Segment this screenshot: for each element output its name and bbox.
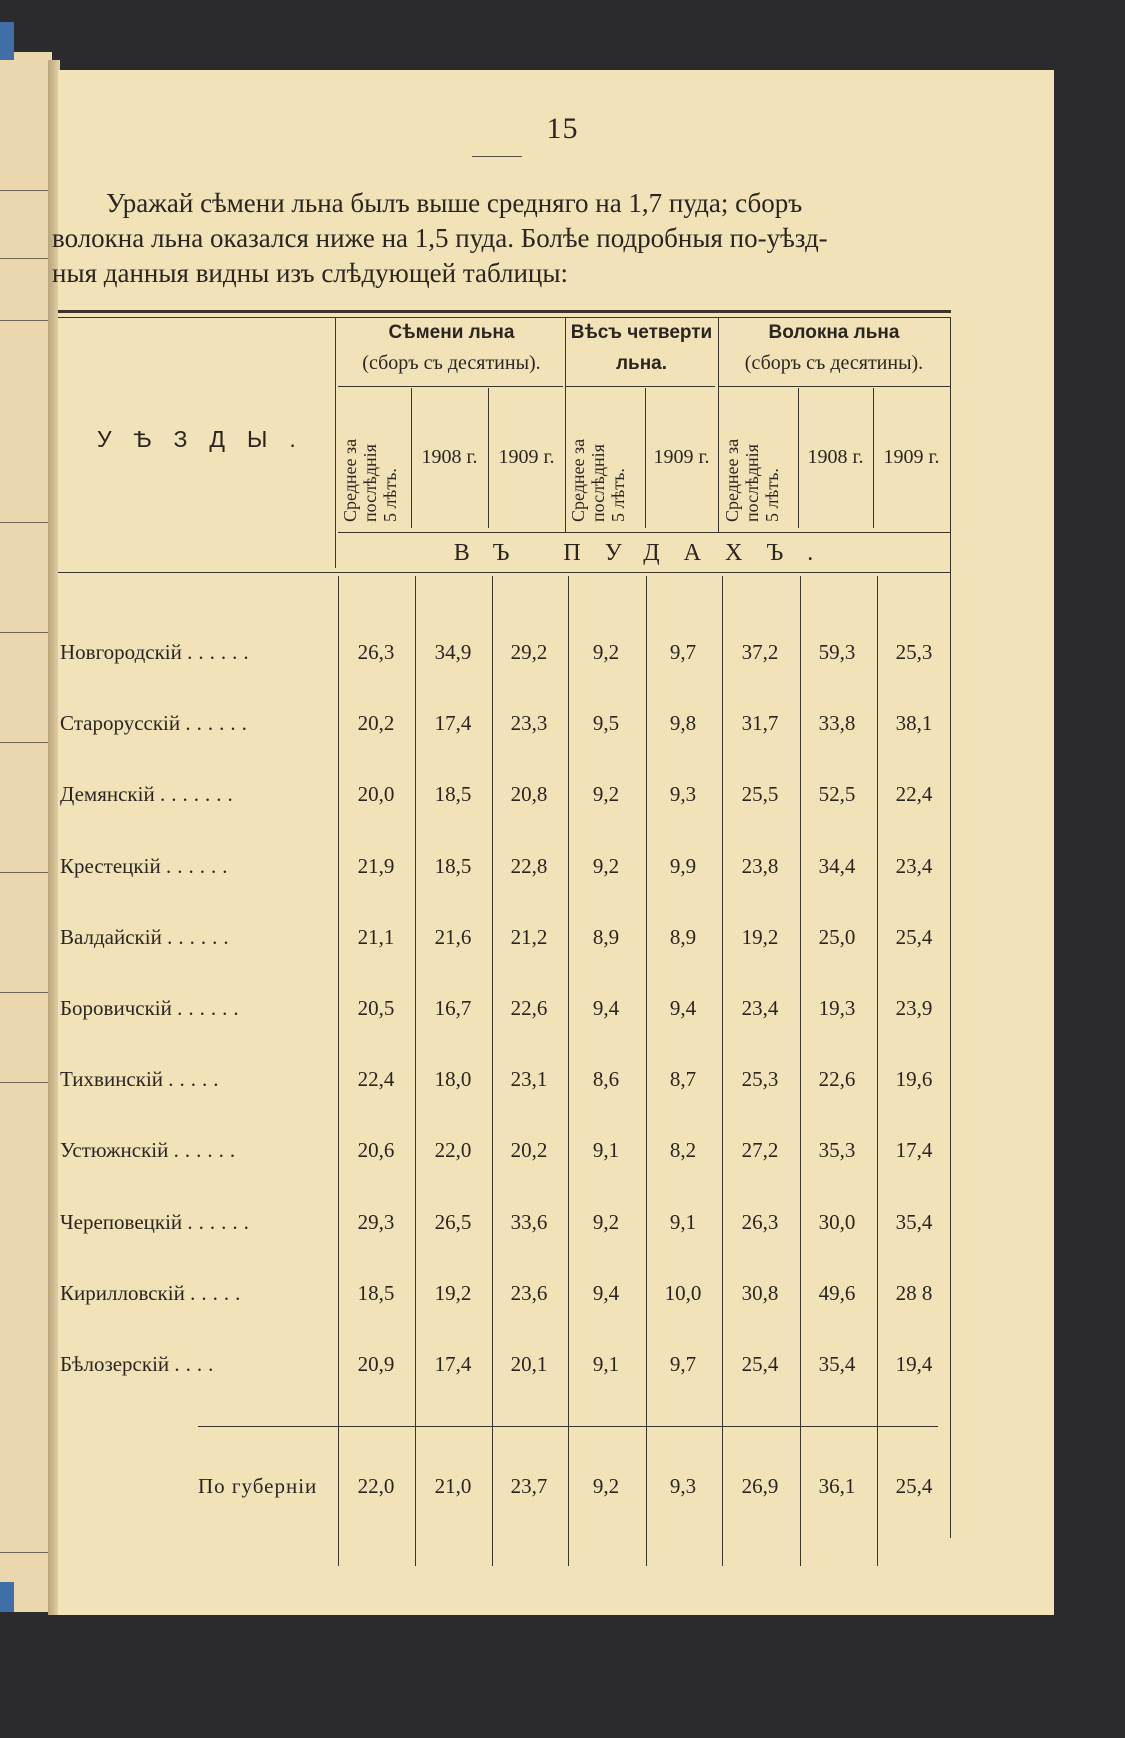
- table-row-name: [60, 854, 233, 879]
- table-row-name: [60, 1210, 255, 1235]
- table-row-name: [60, 1067, 225, 1092]
- margin-rule: [0, 742, 48, 743]
- table-cell: 21,2: [510, 925, 548, 949]
- table-cell: 9,2: [592, 640, 620, 664]
- col-quarter-1909: 1909 г.: [653, 446, 710, 468]
- total-row-label: По губерніи: [198, 1474, 318, 1498]
- total-cell: 26,9: [741, 1474, 779, 1498]
- table-cell: 19,3: [818, 996, 856, 1020]
- table-cell: 49,6: [818, 1281, 856, 1305]
- table-cell: 9,2: [592, 782, 620, 806]
- table-cell: 35,4: [895, 1210, 933, 1234]
- table-cell: 8,6: [592, 1067, 620, 1091]
- margin-rule: [0, 1082, 48, 1083]
- table-cell: 23,9: [895, 996, 933, 1020]
- table-cell: 17,4: [434, 1352, 472, 1376]
- table-right-rule: [950, 318, 951, 1538]
- column-rule: [338, 576, 339, 1566]
- table-cell: 35,3: [818, 1138, 856, 1162]
- table-cell: 8,2: [669, 1138, 697, 1162]
- table-cell: 23,6: [510, 1281, 548, 1305]
- table-cell: 10,0: [664, 1281, 702, 1305]
- table-cell: 23,4: [741, 996, 779, 1020]
- leader-dots: ......: [167, 925, 235, 949]
- table-cell: 25,3: [895, 640, 933, 664]
- table-row-name: [60, 996, 245, 1021]
- table-cell: 16,7: [434, 996, 472, 1020]
- page-number-ornament: [472, 150, 522, 157]
- avg-label-line: 5 лѣтъ.: [762, 468, 782, 522]
- table-cell: 20,6: [357, 1138, 395, 1162]
- leader-dots: ......: [177, 996, 245, 1020]
- table-top-rule: [58, 310, 951, 313]
- table-cell: 9,4: [669, 996, 697, 1020]
- table-cell: 22,0: [434, 1138, 472, 1162]
- district-name: Валдайскій: [60, 925, 162, 949]
- table-cell: 38,1: [895, 711, 933, 735]
- table-cell: 21,6: [434, 925, 472, 949]
- district-name: Старорусскій: [60, 711, 181, 735]
- total-cell: 36,1: [818, 1474, 856, 1498]
- table-cell: 29,3: [357, 1210, 395, 1234]
- table-cell: 21,9: [357, 854, 395, 878]
- blue-tab: [0, 22, 14, 60]
- column-rule: [568, 576, 569, 1566]
- total-cell: 25,4: [895, 1474, 933, 1498]
- avg-label-line: 5 лѣтъ.: [380, 468, 400, 522]
- group-title-seeds: Сѣмени льна: [388, 322, 515, 343]
- table-row-name: [60, 782, 239, 807]
- table-top-rule-thin: [58, 317, 951, 318]
- table-cell: 19,4: [895, 1352, 933, 1376]
- table-row-name: [60, 1352, 219, 1377]
- margin-rule: [0, 190, 48, 191]
- table-cell: 35,4: [818, 1352, 856, 1376]
- scan-background: [1054, 0, 1125, 1738]
- page-number: 15: [546, 112, 579, 145]
- leader-dots: ......: [185, 711, 253, 735]
- district-name: Крестецкій: [60, 854, 161, 878]
- intro-line-3: ныя данныя видны изъ слѣдующей таблицы:: [52, 258, 569, 288]
- total-cell: 9,3: [669, 1474, 697, 1498]
- table-cell: 25,5: [741, 782, 779, 806]
- table-cell: 9,1: [592, 1352, 620, 1376]
- column-rule: [718, 318, 719, 532]
- table-row-name: [60, 1138, 241, 1163]
- group-title-fiber: Волокна льна: [768, 322, 900, 343]
- table-cell: 31,7: [741, 711, 779, 735]
- column-rule: [722, 576, 723, 1566]
- table-cell: 25,4: [895, 925, 933, 949]
- column-rule: [335, 318, 336, 568]
- table-cell: 9,8: [669, 711, 697, 735]
- avg-label-line: послѣднія: [360, 444, 380, 522]
- subheader-rule: [338, 532, 950, 533]
- group-title-quarter-weight: Вѣсъ четверти: [570, 322, 713, 343]
- table-cell: 59,3: [818, 640, 856, 664]
- table-cell: 18,0: [434, 1067, 472, 1091]
- table-cell: 17,4: [895, 1138, 933, 1162]
- table-cell: 22,4: [895, 782, 933, 806]
- table-cell: 20,1: [510, 1352, 548, 1376]
- group-subtitle-quarter-weight: льна.: [615, 353, 668, 374]
- table-cell: 33,8: [818, 711, 856, 735]
- table-cell: 23,8: [741, 854, 779, 878]
- table-cell: 37,2: [741, 640, 779, 664]
- table-cell: 28 8: [895, 1281, 933, 1305]
- column-rule: [565, 318, 566, 532]
- table-cell: 22,4: [357, 1067, 395, 1091]
- table-cell: 9,1: [592, 1138, 620, 1162]
- adjacent-page-edge: [0, 52, 52, 1612]
- table-cell: 22,6: [818, 1067, 856, 1091]
- total-cell: 9,2: [592, 1474, 620, 1498]
- table-cell: 9,3: [669, 782, 697, 806]
- district-name: Боровичскій: [60, 996, 172, 1020]
- table-cell: 20,5: [357, 996, 395, 1020]
- col-seeds-1909: 1909 г.: [498, 446, 555, 468]
- table-cell: 19,2: [741, 925, 779, 949]
- table-row-name: [60, 1281, 246, 1306]
- blue-tab: [0, 1582, 14, 1612]
- leader-dots: .....: [190, 1281, 247, 1305]
- table-cell: 52,5: [818, 782, 856, 806]
- table-cell: 25,3: [741, 1067, 779, 1091]
- column-rule: [415, 576, 416, 1566]
- table-cell: 18,5: [434, 782, 472, 806]
- leader-dots: ......: [187, 640, 255, 664]
- table-cell: 33,6: [510, 1210, 548, 1234]
- table-cell: 27,2: [741, 1138, 779, 1162]
- group-subtitle-fiber: (сборъ съ десятины).: [744, 352, 924, 374]
- district-name: Новгородскій: [60, 640, 182, 664]
- table-cell: 18,5: [434, 854, 472, 878]
- total-cell: 23,7: [510, 1474, 548, 1498]
- table-cell: 9,5: [592, 711, 620, 735]
- table-cell: 9,4: [592, 996, 620, 1020]
- group-subtitle-seeds: (сборъ съ десятины).: [362, 352, 541, 374]
- avg-label-line: послѣднія: [588, 444, 608, 522]
- margin-rule: [0, 1552, 48, 1553]
- avg-label-line: Среднее за: [568, 438, 588, 522]
- district-name: Кирилловскій: [60, 1281, 185, 1305]
- avg-label-line: Среднее за: [722, 438, 742, 522]
- table-cell: 9,2: [592, 1210, 620, 1234]
- avg-label-seeds: [340, 439, 400, 522]
- table-cell: 20,0: [357, 782, 395, 806]
- total-cell: 21,0: [434, 1474, 472, 1498]
- group-rule: [565, 386, 715, 387]
- table-row-name: [60, 640, 255, 665]
- book-page: [58, 70, 1054, 1615]
- table-cell: 23,4: [895, 854, 933, 878]
- avg-label-line: Среднее за: [340, 438, 360, 522]
- table-cell: 9,7: [669, 1352, 697, 1376]
- table-cell: 30,0: [818, 1210, 856, 1234]
- table-cell: 26,3: [357, 640, 395, 664]
- table-cell: 25,0: [818, 925, 856, 949]
- table-cell: 22,8: [510, 854, 548, 878]
- margin-rule: [0, 258, 48, 259]
- leader-dots: ......: [165, 854, 234, 878]
- leader-dots: ......: [187, 1210, 255, 1234]
- leader-dots: .....: [168, 1067, 225, 1091]
- col-fiber-1909: 1909 г.: [883, 446, 940, 468]
- table-cell: 8,7: [669, 1067, 697, 1091]
- table-row-name: [60, 711, 253, 736]
- margin-rule: [0, 632, 48, 633]
- group-rule: [338, 386, 563, 387]
- table-cell: 22,6: [510, 996, 548, 1020]
- table-cell: 20,8: [510, 782, 548, 806]
- avg-label-fiber: [722, 439, 782, 522]
- table-cell: 9,9: [669, 854, 697, 878]
- table-cell: 9,1: [669, 1210, 697, 1234]
- margin-rule: [0, 320, 48, 321]
- table-cell: 8,9: [592, 925, 620, 949]
- table-cell: 34,4: [818, 854, 856, 878]
- header-bottom-rule: [58, 572, 951, 573]
- table-cell: 9,7: [669, 640, 697, 664]
- table-cell: 21,1: [357, 925, 395, 949]
- district-name: Череповецкій: [60, 1210, 183, 1234]
- avg-label-quarter: [568, 439, 628, 522]
- table-row-name: [60, 925, 235, 950]
- table-cell: 20,2: [510, 1138, 548, 1162]
- table-cell: 19,2: [434, 1281, 472, 1305]
- district-name: Бѣлозерскій: [60, 1352, 170, 1376]
- margin-rule: [0, 522, 48, 523]
- leader-dots: ......: [173, 1138, 242, 1162]
- table-cell: 23,3: [510, 711, 548, 735]
- district-name: Демянскій: [60, 782, 155, 806]
- table-cell: 29,2: [510, 640, 548, 664]
- district-name: Устюжнскій: [60, 1138, 169, 1162]
- avg-label-line: послѣднія: [742, 444, 762, 522]
- table-cell: 34,9: [434, 640, 472, 664]
- col-fiber-1908: 1908 г.: [807, 446, 864, 468]
- table-cell: 19,6: [895, 1067, 933, 1091]
- table-cell: 20,9: [357, 1352, 395, 1376]
- table-cell: 17,4: [434, 711, 472, 735]
- table-cell: 26,5: [434, 1210, 472, 1234]
- table-cell: 20,2: [357, 711, 395, 735]
- table-cell: 26,3: [741, 1210, 779, 1234]
- avg-label-line: 5 лѣтъ.: [608, 468, 628, 522]
- group-rule: [718, 386, 950, 387]
- margin-rule: [0, 872, 48, 873]
- table-cell: 30,8: [741, 1281, 779, 1305]
- table-cell: 18,5: [357, 1281, 395, 1305]
- margin-rule: [0, 992, 48, 993]
- leader-dots: ....: [174, 1352, 220, 1376]
- table-cell: 9,4: [592, 1281, 620, 1305]
- table-cell: 9,2: [592, 854, 620, 878]
- intro-line-2: волокна льна оказался ниже на 1,5 пуда. Болѣе подробныя по-уѣзд-: [52, 223, 828, 253]
- col-seeds-1908: 1908 г.: [421, 446, 478, 468]
- leader-dots: .......: [159, 782, 239, 806]
- unit-row: ВЪ ПУДАХЪ.: [453, 540, 838, 566]
- table-cell: 25,4: [741, 1352, 779, 1376]
- total-cell: 22,0: [357, 1474, 395, 1498]
- district-name: Тихвинскій: [60, 1067, 164, 1091]
- table-cell: 23,1: [510, 1067, 548, 1091]
- intro-line-1: Уражай сѣмени льна былъ выше средняго на 1,7 пуда; сборъ: [106, 188, 803, 218]
- row-header-uezdy: УѢЗДЫ.: [97, 426, 318, 452]
- table-cell: 8,9: [669, 925, 697, 949]
